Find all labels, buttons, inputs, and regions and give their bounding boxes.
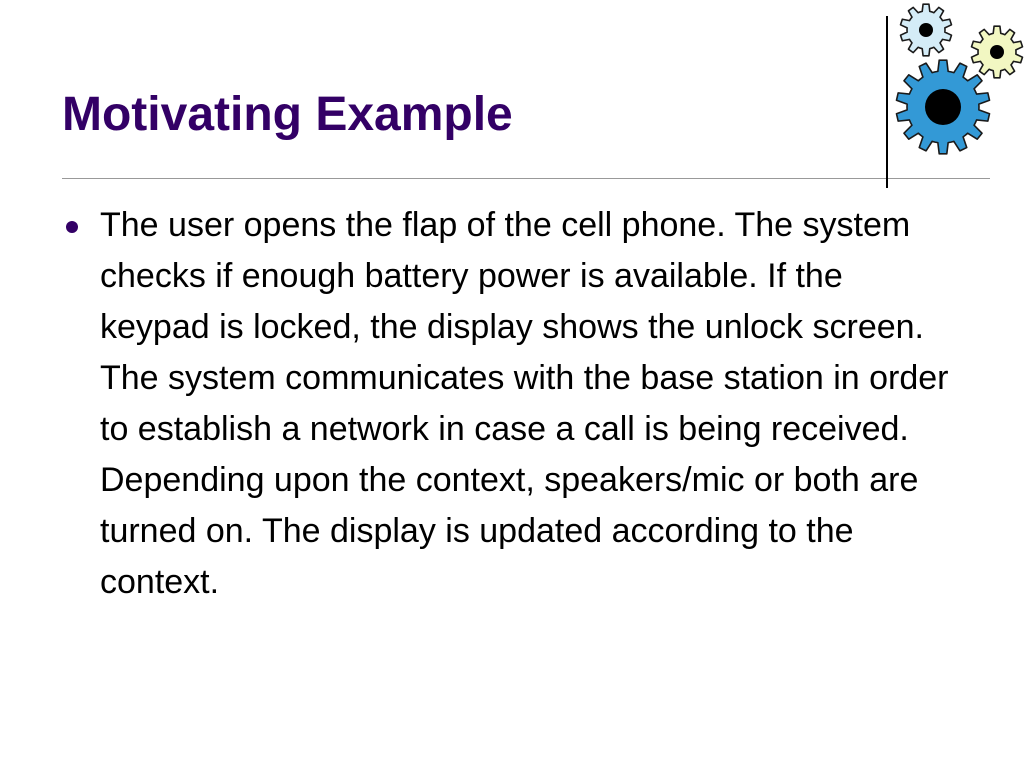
bullet-dot-icon: [66, 221, 78, 233]
gears-icon: [890, 0, 1024, 170]
small-gear-icon: [901, 4, 952, 56]
bullet-item: [62, 200, 962, 608]
vertical-divider: [886, 16, 888, 188]
large-gear-icon: [896, 60, 989, 154]
bullet-list: [62, 200, 962, 608]
title-divider: [62, 178, 990, 179]
bullet-text: The user opens the flap of the cell phone. The system checks if enough battery power is available. If the keypad is locked, the display shows the unlock screen. The system communicates with the base station in order to establish a network in case a call is being received. Depending upon the context, speakers/mic or both are turned on. The display is updated according to the context.: [100, 206, 949, 601]
yellow-gear-icon: [972, 26, 1023, 78]
gear-big-hub: [925, 89, 961, 125]
gear-small-hub: [919, 23, 933, 37]
page-title: Motivating Example: [62, 88, 513, 141]
gear-yellow-hub: [990, 45, 1004, 59]
